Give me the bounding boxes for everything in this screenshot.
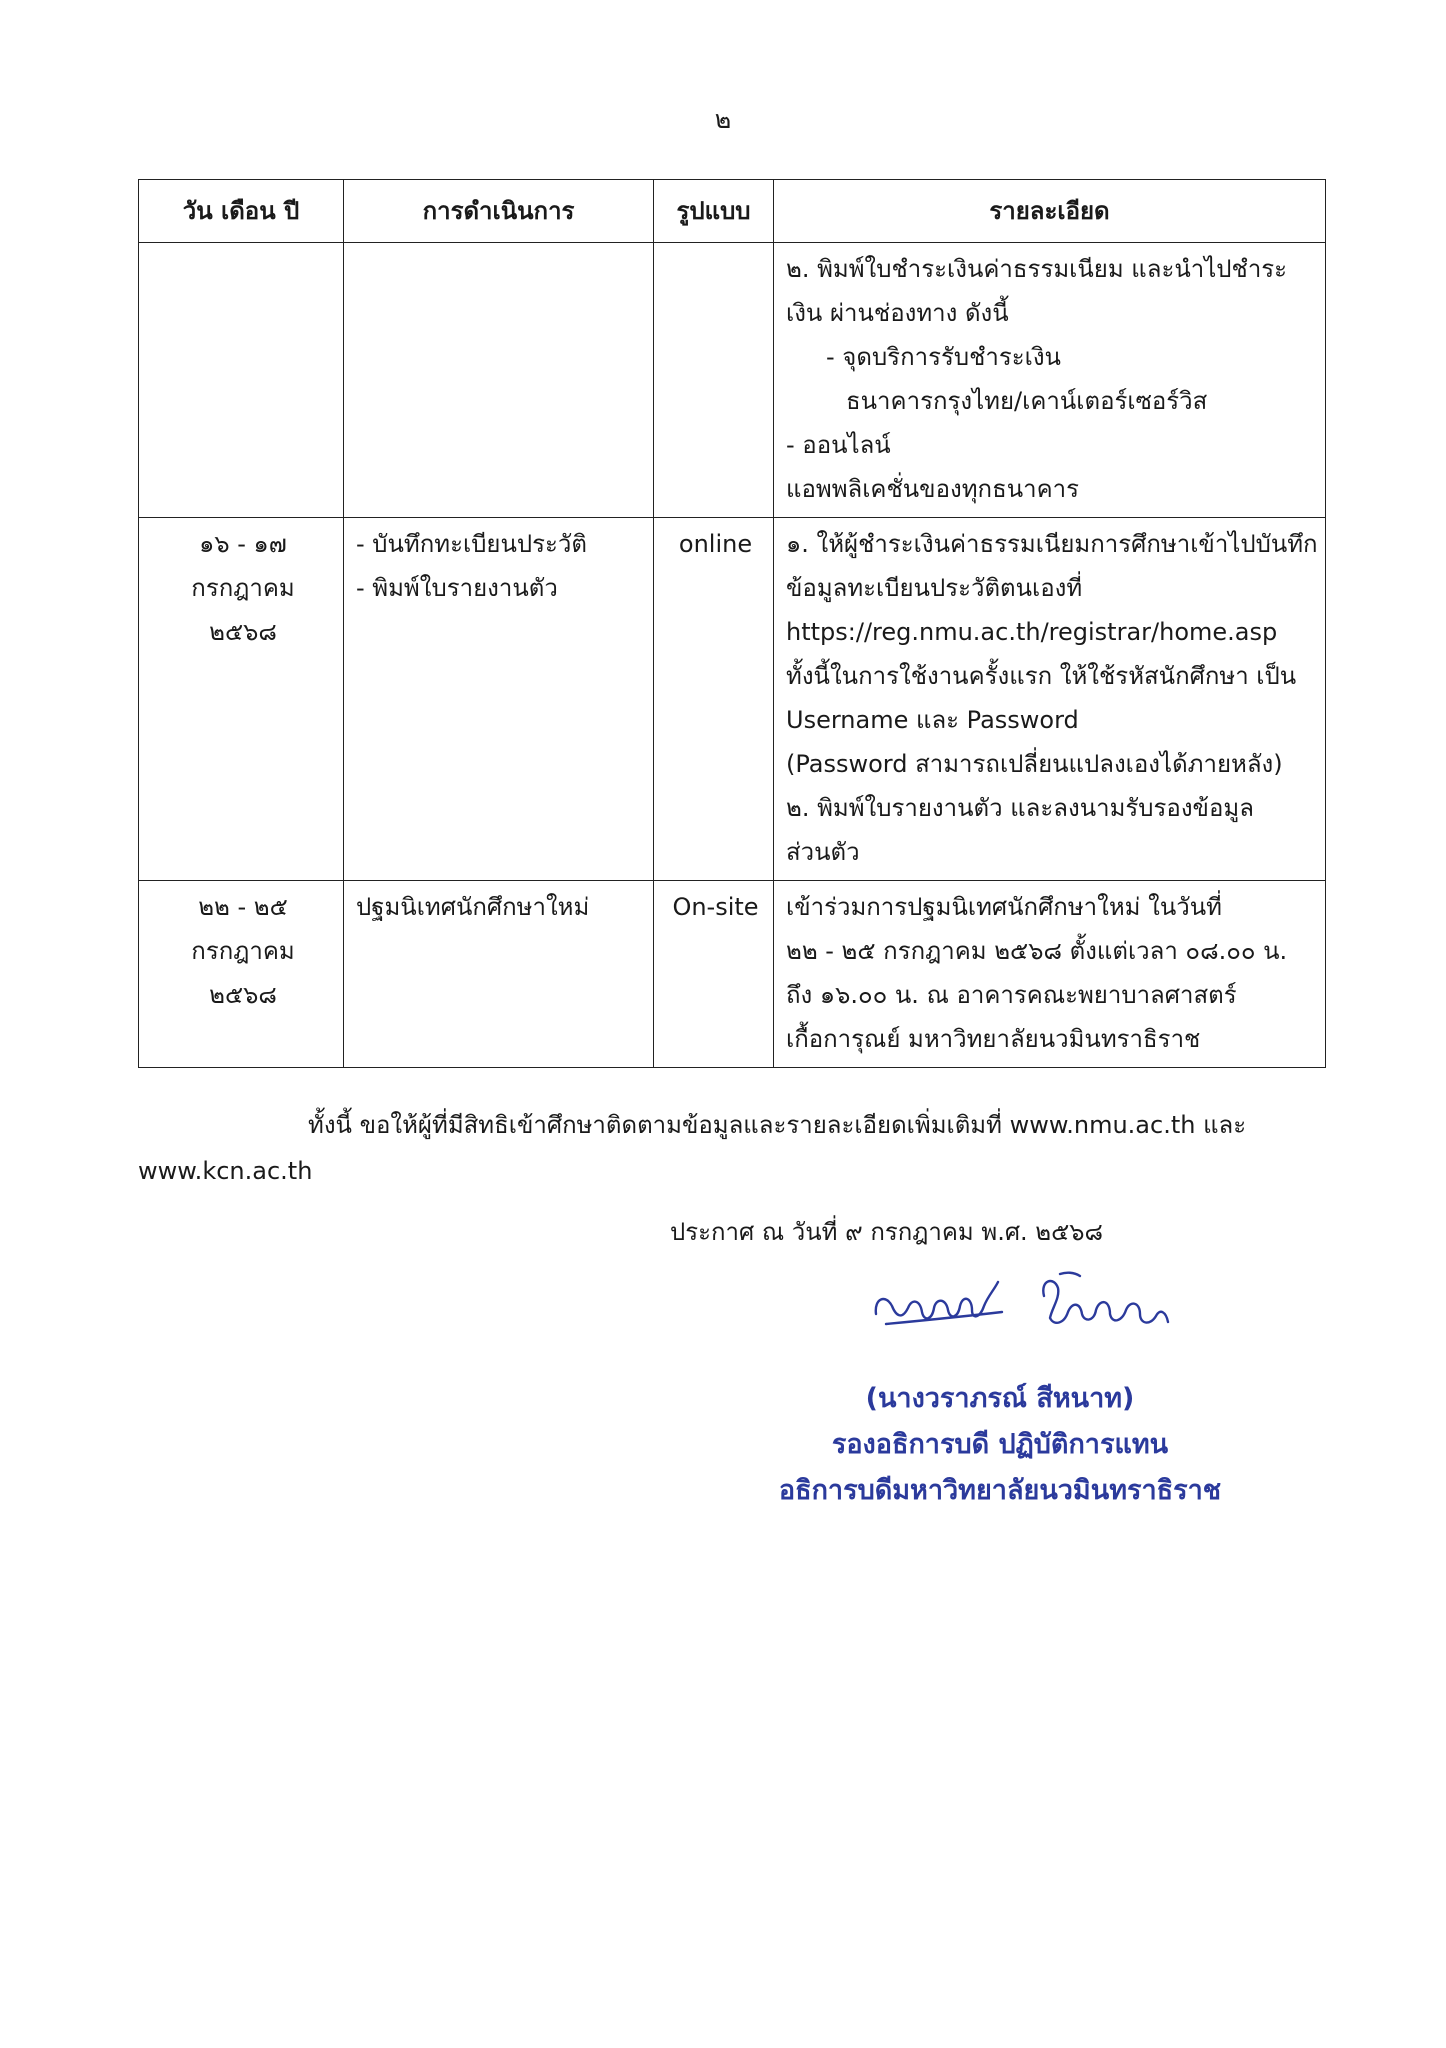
date-line: กรกฎาคม <box>191 574 295 602</box>
schedule-table <box>138 179 1326 1068</box>
action-cell <box>344 243 654 518</box>
table-row <box>139 881 1326 1068</box>
header-date: วัน เดือน ปี <box>139 180 344 243</box>
table-row <box>139 243 1326 518</box>
action-cell <box>344 518 654 881</box>
table-header-row <box>139 180 1326 243</box>
action-line: ปฐมนิเทศนักศึกษาใหม่ <box>356 893 590 921</box>
detail-line: เข้าร่วมการปฐมนิเทศนักศึกษาใหม่ ในวันที่ <box>786 893 1222 921</box>
detail-line: ส่วนตัว <box>786 838 860 866</box>
closing-paragraph <box>138 1102 1325 1194</box>
header-action: การดำเนินการ <box>344 180 654 243</box>
date-cell <box>139 518 344 881</box>
date-cell <box>139 881 344 1068</box>
format-cell: online <box>654 518 774 881</box>
detail-line: ๒. พิมพ์ใบชำระเงินค่าธรรมเนียม และนำไปชำระ <box>786 255 1288 283</box>
signer-position: รองอธิการบดี ปฏิบัติการแทน <box>831 1429 1169 1460</box>
detail-line: เงิน ผ่านช่องทาง ดังนี้ <box>786 299 1009 327</box>
detail-line: ทั้งนี้ในการใช้งานครั้งแรก ให้ใช้รหัสนักศึกษา เป็น <box>786 662 1297 690</box>
detail-line: ข้อมูลทะเบียนประวัติตนเองที่ <box>786 574 1083 602</box>
date-line: ๑๖ - ๑๗ <box>199 530 287 558</box>
action-line: - พิมพ์ใบรายงานตัว <box>356 574 558 602</box>
handwritten-signature <box>868 1268 1188 1348</box>
signer-name: (นางวราภรณ์ สีหนาท) <box>865 1383 1135 1414</box>
detail-line: - จุดบริการรับชำระเงิน <box>826 343 1061 371</box>
page-number: ๒ <box>714 105 732 134</box>
details-cell <box>774 243 1326 518</box>
closing-line-1: ทั้งนี้ ขอให้ผู้ที่มีสิทธิเข้าศึกษาติดตามข้อมูลและรายละเอียดเพิ่มเติมที่ www.nmu.ac.th และ <box>308 1111 1247 1139</box>
format-cell <box>654 243 774 518</box>
table-row <box>139 518 1326 881</box>
detail-line: Username และ Password <box>786 706 1079 734</box>
kcn-website-link[interactable]: www.kcn.ac.th <box>138 1157 313 1185</box>
detail-line: ๒๒ - ๒๕ กรกฎาคม ๒๕๖๘ ตั้งแต่เวลา ๐๘.๐๐ น. <box>786 937 1288 965</box>
header-format: รูปแบบ <box>654 180 774 243</box>
format-cell: On-site <box>654 881 774 1068</box>
registrar-link[interactable]: https://reg.nmu.ac.th/registrar/home.asp <box>786 618 1278 646</box>
detail-line: ๑. ให้ผู้ชำระเงินค่าธรรมเนียมการศึกษาเข้าไปบันทึก <box>786 530 1318 558</box>
date-cell <box>139 243 344 518</box>
detail-line: เกื้อการุณย์ มหาวิทยาลัยนวมินทราธิราช <box>786 1025 1201 1053</box>
announcement-date: ประกาศ ณ วันที่ ๙ กรกฎาคม พ.ศ. ๒๕๖๘ <box>670 1218 1104 1246</box>
signer-block <box>700 1376 1300 1514</box>
date-line: ๒๒ - ๒๕ <box>198 893 288 921</box>
detail-line: ๒. พิมพ์ใบรายงานตัว และลงนามรับรองข้อมูล <box>786 794 1254 822</box>
date-line: กรกฎาคม <box>191 937 295 965</box>
action-cell <box>344 881 654 1068</box>
header-details: รายละเอียด <box>774 180 1326 243</box>
action-line: - บันทึกทะเบียนประวัติ <box>356 530 587 558</box>
date-line: ๒๕๖๘ <box>209 981 277 1009</box>
detail-line: แอพพลิเคชั่นของทุกธนาคาร <box>786 475 1080 503</box>
detail-line: (Password สามารถเปลี่ยนแปลงเองได้ภายหลัง) <box>786 750 1283 778</box>
detail-line: - ออนไลน์ <box>786 431 891 459</box>
signer-organization: อธิการบดีมหาวิทยาลัยนวมินทราธิราช <box>778 1475 1222 1506</box>
date-line: ๒๕๖๘ <box>209 618 277 646</box>
details-cell <box>774 881 1326 1068</box>
detail-line: ธนาคารกรุงไทย/เคาน์เตอร์เซอร์วิส <box>846 387 1208 415</box>
detail-line: ถึง ๑๖.๐๐ น. ณ อาคารคณะพยาบาลศาสตร์ <box>786 981 1237 1009</box>
details-cell <box>774 518 1326 881</box>
